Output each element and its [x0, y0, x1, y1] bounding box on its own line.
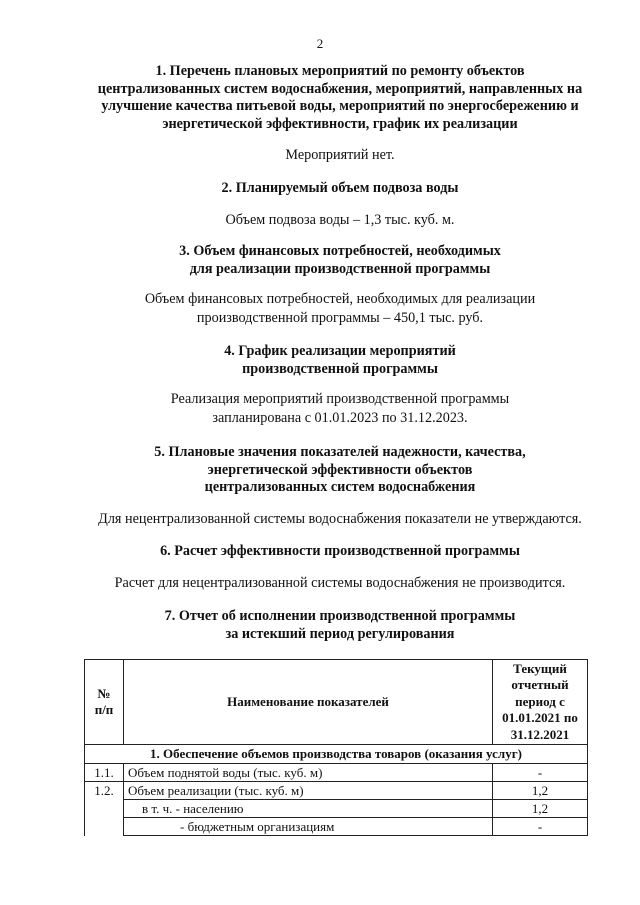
section-4-heading — [40, 343, 640, 378]
row-number — [85, 800, 124, 818]
paragraph-line: Объем подвоза воды – 1,3 тыс. куб. м. — [225, 212, 455, 228]
header-name: Наименование показателей — [124, 660, 493, 745]
section-1-text — [40, 146, 640, 165]
section-5-heading — [40, 444, 640, 497]
heading-line: за истекший период регулирования — [225, 625, 455, 642]
paragraph-line: запланирована с 01.01.2023 по 31.12.2023. — [212, 410, 468, 426]
section-4-text — [40, 390, 640, 428]
section-2-text — [40, 211, 640, 230]
heading-line: энергетической эффективности объектов — [207, 461, 473, 478]
heading-line: централизованных систем водоснабжения — [204, 479, 476, 495]
heading-line: централизованных систем водоснабжения, мероприятий, направленных на — [97, 80, 583, 97]
table-row — [85, 782, 588, 800]
heading-line: 6. Расчет эффективности производственной программы — [160, 543, 520, 559]
section-3-heading — [40, 243, 640, 278]
section-3-text — [40, 290, 640, 328]
table-section-row — [85, 745, 588, 764]
heading-line: 7. Отчет об исполнении производственной программы — [164, 608, 516, 624]
row-value: 1,2 — [493, 800, 588, 818]
row-value: - — [493, 818, 588, 836]
heading-line: 5. Плановые значения показателей надежности, качества, — [154, 444, 526, 460]
paragraph-line: Расчет для нецентрализованной системы водоснабжения не производится. — [114, 575, 566, 591]
table-row — [85, 800, 588, 818]
table-header-row — [85, 660, 588, 745]
row-number — [85, 818, 124, 836]
heading-line: 4. График реализации мероприятий — [224, 343, 456, 359]
heading-line: 2. Планируемый объем подвоза воды — [221, 180, 459, 196]
heading-line: 1. Перечень плановых мероприятий по ремонту объектов — [155, 63, 525, 79]
heading-line: для реализации производственной программы — [189, 260, 491, 277]
section-7-heading — [40, 608, 640, 643]
section-5-text — [40, 510, 640, 529]
section-2-heading — [40, 180, 640, 198]
row-name: в т. ч. - населению — [124, 800, 493, 818]
section-row-label: 1. Обеспечение объемов производства товаров (оказания услуг) — [85, 745, 588, 764]
heading-line: производственной программы — [242, 360, 438, 377]
heading-line: 3. Объем финансовых потребностей, необходимых — [179, 243, 501, 259]
paragraph-line: Мероприятий нет. — [285, 147, 395, 163]
row-value: 1,2 — [493, 782, 588, 800]
row-name: Объем реализации (тыс. куб. м) — [124, 782, 493, 800]
page-number: 2 — [316, 36, 324, 51]
heading-line: улучшение качества питьевой воды, мероприятий по энергосбережению и — [101, 98, 579, 114]
row-number: 1.2. — [85, 782, 124, 800]
header-number: № п/п — [85, 660, 124, 745]
table-row — [85, 764, 588, 782]
paragraph-line: Для нецентрализованной системы водоснабжения показатели не утверждаются. — [98, 511, 582, 527]
paragraph-line: Объем финансовых потребностей, необходимых для реализации — [144, 291, 536, 307]
row-value: - — [493, 764, 588, 782]
report-table — [84, 659, 588, 836]
row-name: - бюджетным организациям — [124, 818, 493, 836]
row-number: 1.1. — [85, 764, 124, 782]
paragraph-line: производственной программы – 450,1 тыс. руб. — [196, 310, 484, 326]
section-1-heading — [40, 63, 640, 133]
paragraph-line: Реализация мероприятий производственной программы — [170, 391, 510, 407]
heading-line: энергетической эффективности, график их реализации — [162, 115, 518, 132]
section-6-text — [40, 574, 640, 593]
header-period: Текущий отчетный период с 01.01.2021 по 31.12.2021 — [493, 660, 588, 745]
row-name: Объем поднятой воды (тыс. куб. м) — [124, 764, 493, 782]
section-6-heading — [40, 543, 640, 561]
table-row — [85, 818, 588, 836]
